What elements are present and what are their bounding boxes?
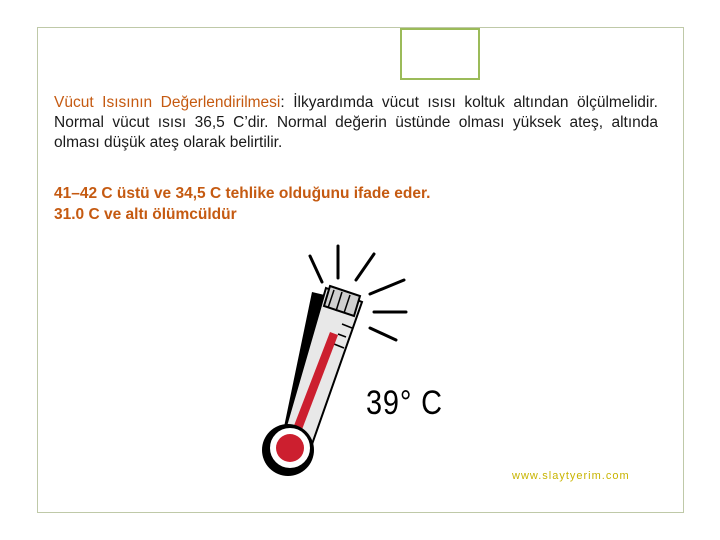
warning-line-danger: 41–42 C üstü ve 34,5 C tehlike olduğunu ifade eder. xyxy=(54,185,431,202)
thermometer-icon xyxy=(226,236,426,500)
heading-separator: : xyxy=(280,94,294,111)
website-watermark: www.slaytyerim.com xyxy=(512,470,630,482)
paragraph-body: İlkyardımda vücut ısısı koltuk altından ölçülmelidir. Normal vücut ısısı 36,5 C’dir. Normal değerin üstünde olması yüksek ateş, altında olması düşük ateş olarak belirtilir. xyxy=(54,94,658,151)
warning-line-fatal: 31.0 C ve altı ölümcüldür xyxy=(54,206,237,223)
temperature-label: 39° C xyxy=(366,384,443,422)
warning-block xyxy=(54,183,658,225)
corner-decoration xyxy=(400,28,480,80)
section-heading: Vücut Isısının Değerlendirilmesi xyxy=(54,94,281,111)
intro-paragraph xyxy=(54,93,658,153)
